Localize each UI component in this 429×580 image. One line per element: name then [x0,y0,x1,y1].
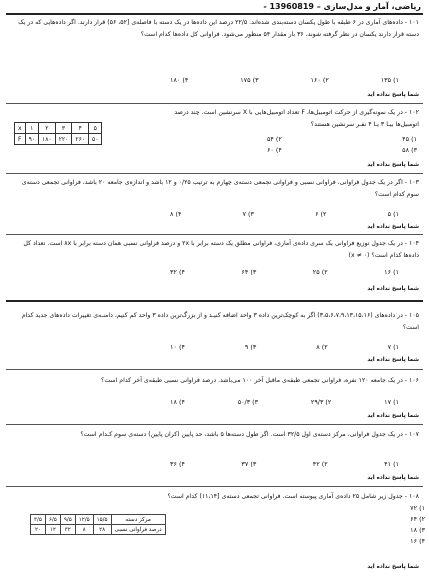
question-106-options [170,395,399,409]
question-104-options [170,268,399,276]
question-101: ۱۰۱ - داده‌های آماری در ۶ طبقه با طول یکسان دسته‌بندی شده‌اند. ۲۲/۵ درصد این داده‌ها در یک دسته با فاصله‌ی [۵۲، ۵۶) قرار دارند. اگر داده‌هایی که در یک دسته قرار دارند یکسان در نظر گرفته شوند، ۳۶ بار مقدار ۵۴ منظور می‌شود. فراوانی کل داده‌ها کدام است؟ [18,19,419,38]
option-4[interactable]: ۴) ۱۸ [170,398,185,406]
question-108: ۱۰۸ - جدول زیر شامل ۲۵ داده‌ی آماری پیوسته است. فراوانی تجمعی دسته‌ی [۱۱،۱۴) کدام است؟ [167,493,419,500]
option-2[interactable]: ۲) ۶۴ [410,515,425,523]
no-answer-note: شما پاسخ نداده اید [367,475,419,481]
option-3[interactable]: ۳) ۶۴ [241,268,257,276]
page-header: ریاضی، آمار و مدل‌سازی – 13960819 - [263,2,421,11]
question-104: ۱۰۴ - در یک جدول توزیع فراوانی یک سری داده‌ی آماری، فراوانی مطلق یک دسته برابر با ۲x و درصد فراوانی نسبی همان دسته برابر با ۸x است. تعداد کل داده‌ها کدام است؟ (x ≠ ۰) [23,240,419,259]
no-answer-note: شما پاسخ نداده اید [367,224,419,230]
question-text: داده‌های آماری در ۶ طبقه با طول یکسان دسته‌بندی شده‌اند. ۲۲/۵ درصد این داده‌ها در یک دسته با فاصله‌ی [۵۲، ۵۶) قرار دارند. اگر داده‌هایی که در یک دسته قرار دارند یکسان در نظر گرفته شوند، ۳۶ بار مقدار ۵۴ منظور می‌شود. فراوانی کل داده‌ها کدام است؟ [18,19,419,38]
question-102-options [267,134,417,156]
question-text: در یک نمونه‌گیری از حرکت اتومبیل‌ها، F تعداد اتومبیل‌هایی با X سرنشین است. چند درصد اتومبیل‌ها بیـا ۳ یـا ۴ نفـر سرنشین هستند؟ [174,109,419,128]
question-102: ۱۰۲ - در یک نمونه‌گیری از حرکت اتومبیل‌ها، F تعداد اتومبیل‌هایی با X سرنشین است. چند درصد اتومبیل‌ها بیـا ۳ یـا ۴ نفـر سرنشین هستند؟ [174,109,419,128]
question-103-options [170,210,399,218]
option-4[interactable]: ۴) ۱۸۰ [170,76,189,84]
option-2[interactable]: ۲) ۲۹/۳ [310,398,332,406]
option-1[interactable]: ۱) ۱۳۵ [380,76,399,84]
option-2[interactable]: ۲) ۵۴ [267,135,282,143]
option-3[interactable]: ۳) ۷ [242,210,254,218]
option-4[interactable]: ۴) ۸ [170,210,182,218]
option-4[interactable]: ۴) ۶۰ [267,146,282,154]
header-rule [6,13,423,15]
option-1[interactable]: ۱) ۷ [387,343,399,351]
question-text: جدول زیر شامل ۲۵ داده‌ی آماری پیوسته است. فراوانی تجمعی دسته‌ی [۱۱،۱۴) کدام است؟ [167,493,403,500]
option-3[interactable]: ۳) ۱۷۵ [240,76,259,84]
option-4[interactable]: ۴) ۱۶ [410,537,425,545]
page-break-rule [6,300,423,302]
subject-title: ریاضی، آمار و مدل‌سازی [323,2,421,11]
option-4[interactable]: ۴) ۱۰ [170,343,185,351]
question-108-options [395,503,425,547]
option-1[interactable]: ۱) ۴۵ [402,135,417,143]
question-106: ۱۰۶ - در یک جامعه ۱۲۰ نفره، فراوانی تجمعی طبقه‌ی ماقبل آخر ۱۰۰ می‌باشد. درصد فراوانی نسبی طبقه‌ی آخر کدام است؟ [101,377,419,384]
no-answer-note: شما پاسخ نداده اید [367,92,419,98]
option-2[interactable]: ۲) ۲۵ [312,268,328,276]
no-answer-note: شما پاسخ نداده اید [367,564,419,570]
option-2[interactable]: ۲) ۱۶۰ [310,76,329,84]
divider [6,486,423,487]
question-107: ۱۰۷ - در یک جدول فراوانی، مرکز دسته‌ی اول ۳۲/۵ است. اگر طول دسته‌ها ۵ باشد، حد پایین (کران پایین) دسته‌ی سوم کـدام است؟ [80,431,419,438]
option-4[interactable]: ۴) ۳۶ [170,460,185,468]
exam-code: 13960819 - [263,2,314,11]
option-1[interactable]: ۱) ۷۲ [410,504,425,512]
no-answer-note: شما پاسخ نداده اید [367,413,419,419]
option-3[interactable]: ۳) ۵۰/۳ [237,398,259,406]
divider [6,369,423,370]
option-2[interactable]: ۲) ۴۲ [312,460,328,468]
option-2[interactable]: ۲) ۸ [316,343,328,351]
no-answer-note: شما پاسخ نداده اید [367,357,419,363]
question-text: در یک جدول فراوانی، مرکز دسته‌ی اول ۳۲/۵ است. اگر طول دسته‌ها ۵ باشد، حد پایین (کران پایین) دسته‌ی سوم کـدام است؟ [80,431,403,438]
frequency-table [14,122,102,145]
option-2[interactable]: ۲) ۶ [315,210,327,218]
question-105-options [170,343,399,351]
option-1[interactable]: ۱) ۱۶ [384,268,399,276]
divider [6,234,423,235]
table-row-center: مرکز دسته ۱۵/۵ ۱۲/۵ ۹/۵ ۶/۵ ۳/۵ [31,515,166,525]
question-103: ۱۰۳ - اگر در یک جدول فراوانی، فراوانی نسبی و فراوانی تجمعی دسته‌ی چهارم به ترتیب ۰/۲۵ و ۱۲ باشد و اندازه‌ی جامعه ۲۰ باشد، فراوانی تجمعی دسته‌ی سوم کدام است؟ [21,179,419,198]
option-3[interactable]: ۳) ۳۷ [241,460,257,468]
option-4[interactable]: ۴) ۳۲ [170,268,185,276]
question-text: در داده‌های (۳،۵،۶،۷،۹،۱۳،۱۵،۱۶) اگر به کوچک‌ترین داده ۳ واحد اضافه کنیـد و از بزرگ‌ترین داده ۳ واحد کم کنیم، دامنـه‌ی تغییرات داده‌های جدید کدام است؟ [21,312,419,331]
question-text: در یک جدول توزیع فراوانی یک سری داده‌ی آماری، فراوانی مطلق یک دسته برابر با ۲x و درصد فراوانی نسبی همان دسته برابر با ۸x است. تعداد کل داده‌ها کدام است؟ (x ≠ ۰) [23,240,419,259]
question-text: اگر در یک جدول فراوانی، فراوانی نسبی و فراوانی تجمعی دسته‌ی چهارم به ترتیب ۰/۲۵ و ۱۲ باشد و اندازه‌ی جامعه ۲۰ باشد، فراوانی تجمعی دسته‌ی سوم کدام است؟ [21,179,419,198]
question-107-options [170,460,399,468]
divider [6,173,423,174]
table-row-percent: درصد فراوانی نسبی ۲۸ ۸ ۳۲ ۱۲ ۲۰ [31,525,166,535]
table-row-f: F ۹۰ ۱۸۰ ۲۲۰ ۲۶۰ ۵۰ [15,134,102,145]
option-1[interactable]: ۱) ۵ [387,210,399,218]
no-answer-note: شما پاسخ نداده اید [367,286,419,292]
question-101-options [170,76,399,84]
option-3[interactable]: ۳) ۱۸ [410,526,425,534]
question-text: در یک جامعه ۱۲۰ نفره، فراوانی تجمعی طبقه‌ی ماقبل آخر ۱۰۰ می‌باشد. درصد فراوانی نسبی طبقه‌ی آخر کدام است؟ [101,377,403,384]
option-1[interactable]: ۱) ۱۷ [384,398,399,406]
option-3[interactable]: ۳) ۹ [244,343,257,351]
no-answer-note: شما پاسخ نداده اید [367,162,419,168]
option-1[interactable]: ۱) ۴۱ [384,460,399,468]
question-105: ۱۰۵ - در داده‌های (۳،۵،۶،۷،۹،۱۳،۱۵،۱۶) اگر به کوچک‌ترین داده ۳ واحد اضافه کنیـد و از بزرگ‌ترین داده ۳ واحد کم کنیم، دامنـه‌ی تغییرات داده‌های جدید کدام است؟ [21,312,419,331]
divider [6,103,423,104]
divider [6,424,423,425]
table-row-x: x ۱ ۲ ۳ ۴ ۵ [15,123,102,134]
class-table [30,514,166,535]
option-3[interactable]: ۳) ۵۸ [402,146,417,154]
